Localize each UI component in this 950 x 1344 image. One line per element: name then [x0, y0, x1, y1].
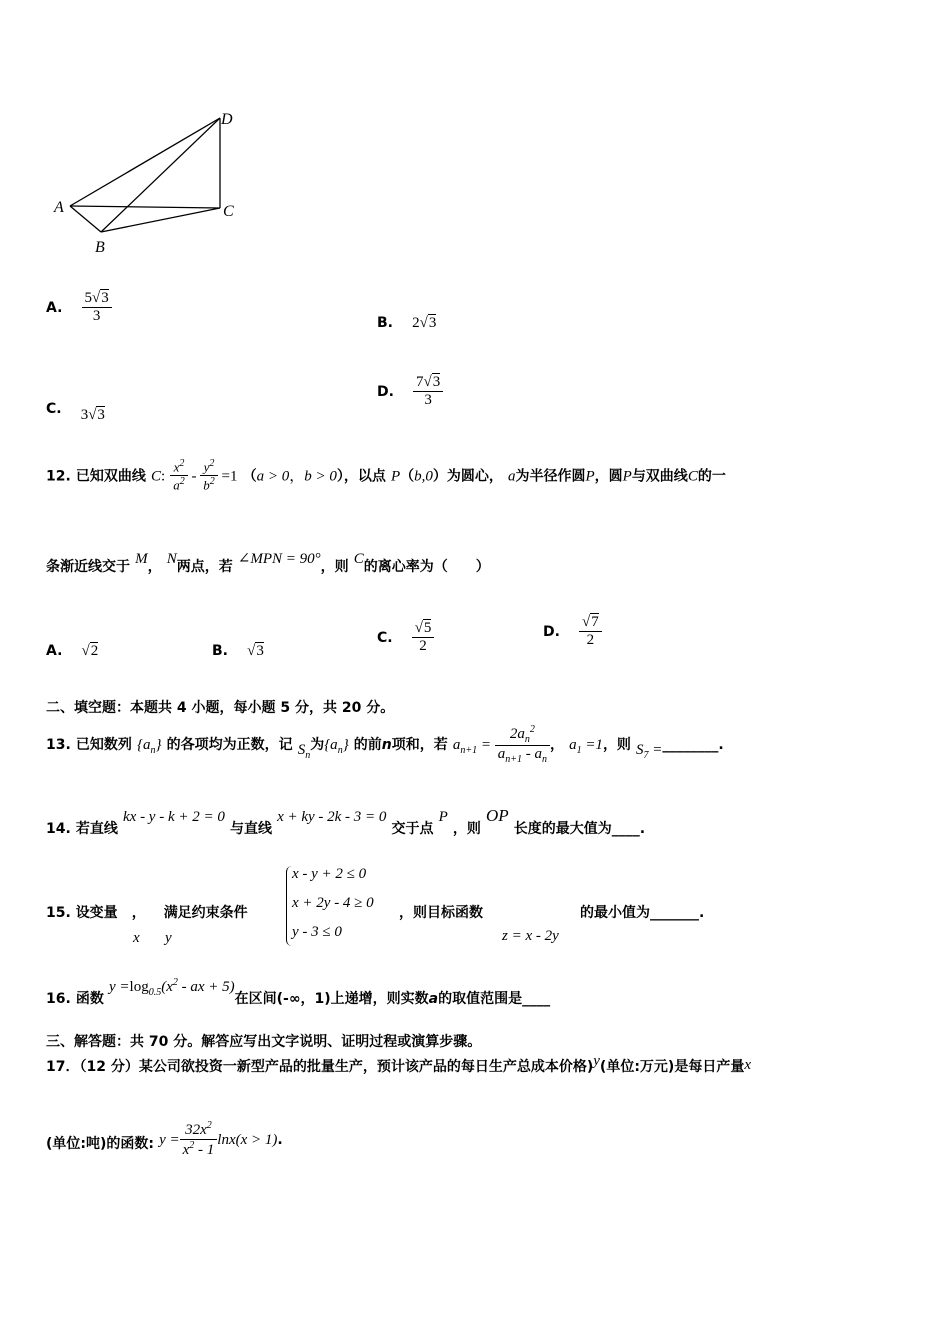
edge-BD [101, 118, 220, 232]
label-A: A [54, 199, 64, 216]
q12-line2: 条渐近线交于 M， N两点，若 ∠MPN = 90°，则 C的离心率为（ ） [46, 551, 490, 575]
label-C: C [223, 203, 234, 220]
q11-option-a[interactable]: A. $\frac{5√3}{3}$ [46, 290, 112, 325]
q15-suffix: 的最小值为_______. [580, 905, 705, 921]
q12-option-a[interactable]: A. √2 [46, 643, 99, 659]
q15-mid: ，则目标函数 [399, 905, 483, 921]
q12-option-d[interactable]: D. $\frac{√7}{2}$ [543, 614, 602, 649]
edge-AC [70, 206, 220, 208]
q15-objective: z = x - 2y [502, 928, 559, 944]
q12-option-c[interactable]: C. $\frac{√5}{2}$ [377, 620, 434, 655]
q14: 14. 若直线 kx - y - k + 2 = 0 与直线 x + ky - 2k - 3 = 0 交于点 P ，则 OP 长度的最大值为____. [46, 806, 646, 837]
q17-line2: (单位:吨)的函数: y = $\frac{32x^2}{x^2 - 1}$ lnx(x > 1). [46, 1120, 283, 1158]
q15-var-y: y [165, 930, 172, 946]
q12-option-b[interactable]: B. √3 [212, 643, 264, 659]
q13: 13. 已知数列 $\{a_n\}$ 的各项均为正数，记 $S_n$为$\{a_n\}$ 的前n项和，若 $a_{n+1}$ = $\frac{2a_n^2}{a_{n+1} - a_n}$ ， $a_1 =1$，则 $S_7$ =________. [46, 724, 724, 765]
edge-AD [70, 118, 220, 206]
q15-var-x: x [133, 930, 140, 946]
edge-BC [101, 208, 220, 232]
q11-option-b[interactable]: B. 2√3 [377, 315, 437, 331]
edge-AB [70, 206, 101, 232]
q15-prefix: 15. 设变量 ， 满足约束条件 [46, 905, 248, 921]
section-2-title: 二、填空题：本题共 4 小题，每小题 5 分，共 20 分。 [46, 700, 395, 716]
label-D: D [221, 111, 233, 128]
q11-option-c[interactable]: C. 3√3 [46, 401, 105, 423]
q12-line1: 12. 已知双曲线 C: $\frac{x^2}{a^2}$ - $\frac{y^2}{b^2}$ =1 （a > 0，b > 0），以点 P（b,0）为圆心， a为半径作圆P，圆P与双曲线C的一 [46, 458, 726, 493]
q15-constraint-1: x - y + 2 ≤ 0 [292, 866, 367, 882]
q15-constraint-3: y - 3 ≤ 0 [292, 924, 342, 940]
q16: 16. 函数 $y =\log_{0.5}(x^2$ - ax + 5)在区间(-∞，1)上递增，则实数a的取值范围是____ [46, 977, 551, 1007]
label-B: B [95, 239, 105, 256]
q15-constraint-2: x + 2y - 4 ≥ 0 [292, 895, 374, 911]
section-3-title: 三、解答题：共 70 分。解答应写出文字说明、证明过程或演算步骤。 [46, 1034, 482, 1050]
q17-line1: 17．（12 分）某公司欲投资一新型产品的批量生产，预计该产品的每日生产总成本价格)y(单位:万元)是每日产量x [46, 1053, 751, 1075]
geometry-figure [40, 100, 260, 270]
q11-option-d[interactable]: D. $\frac{7√3}{3}$ [377, 374, 443, 409]
